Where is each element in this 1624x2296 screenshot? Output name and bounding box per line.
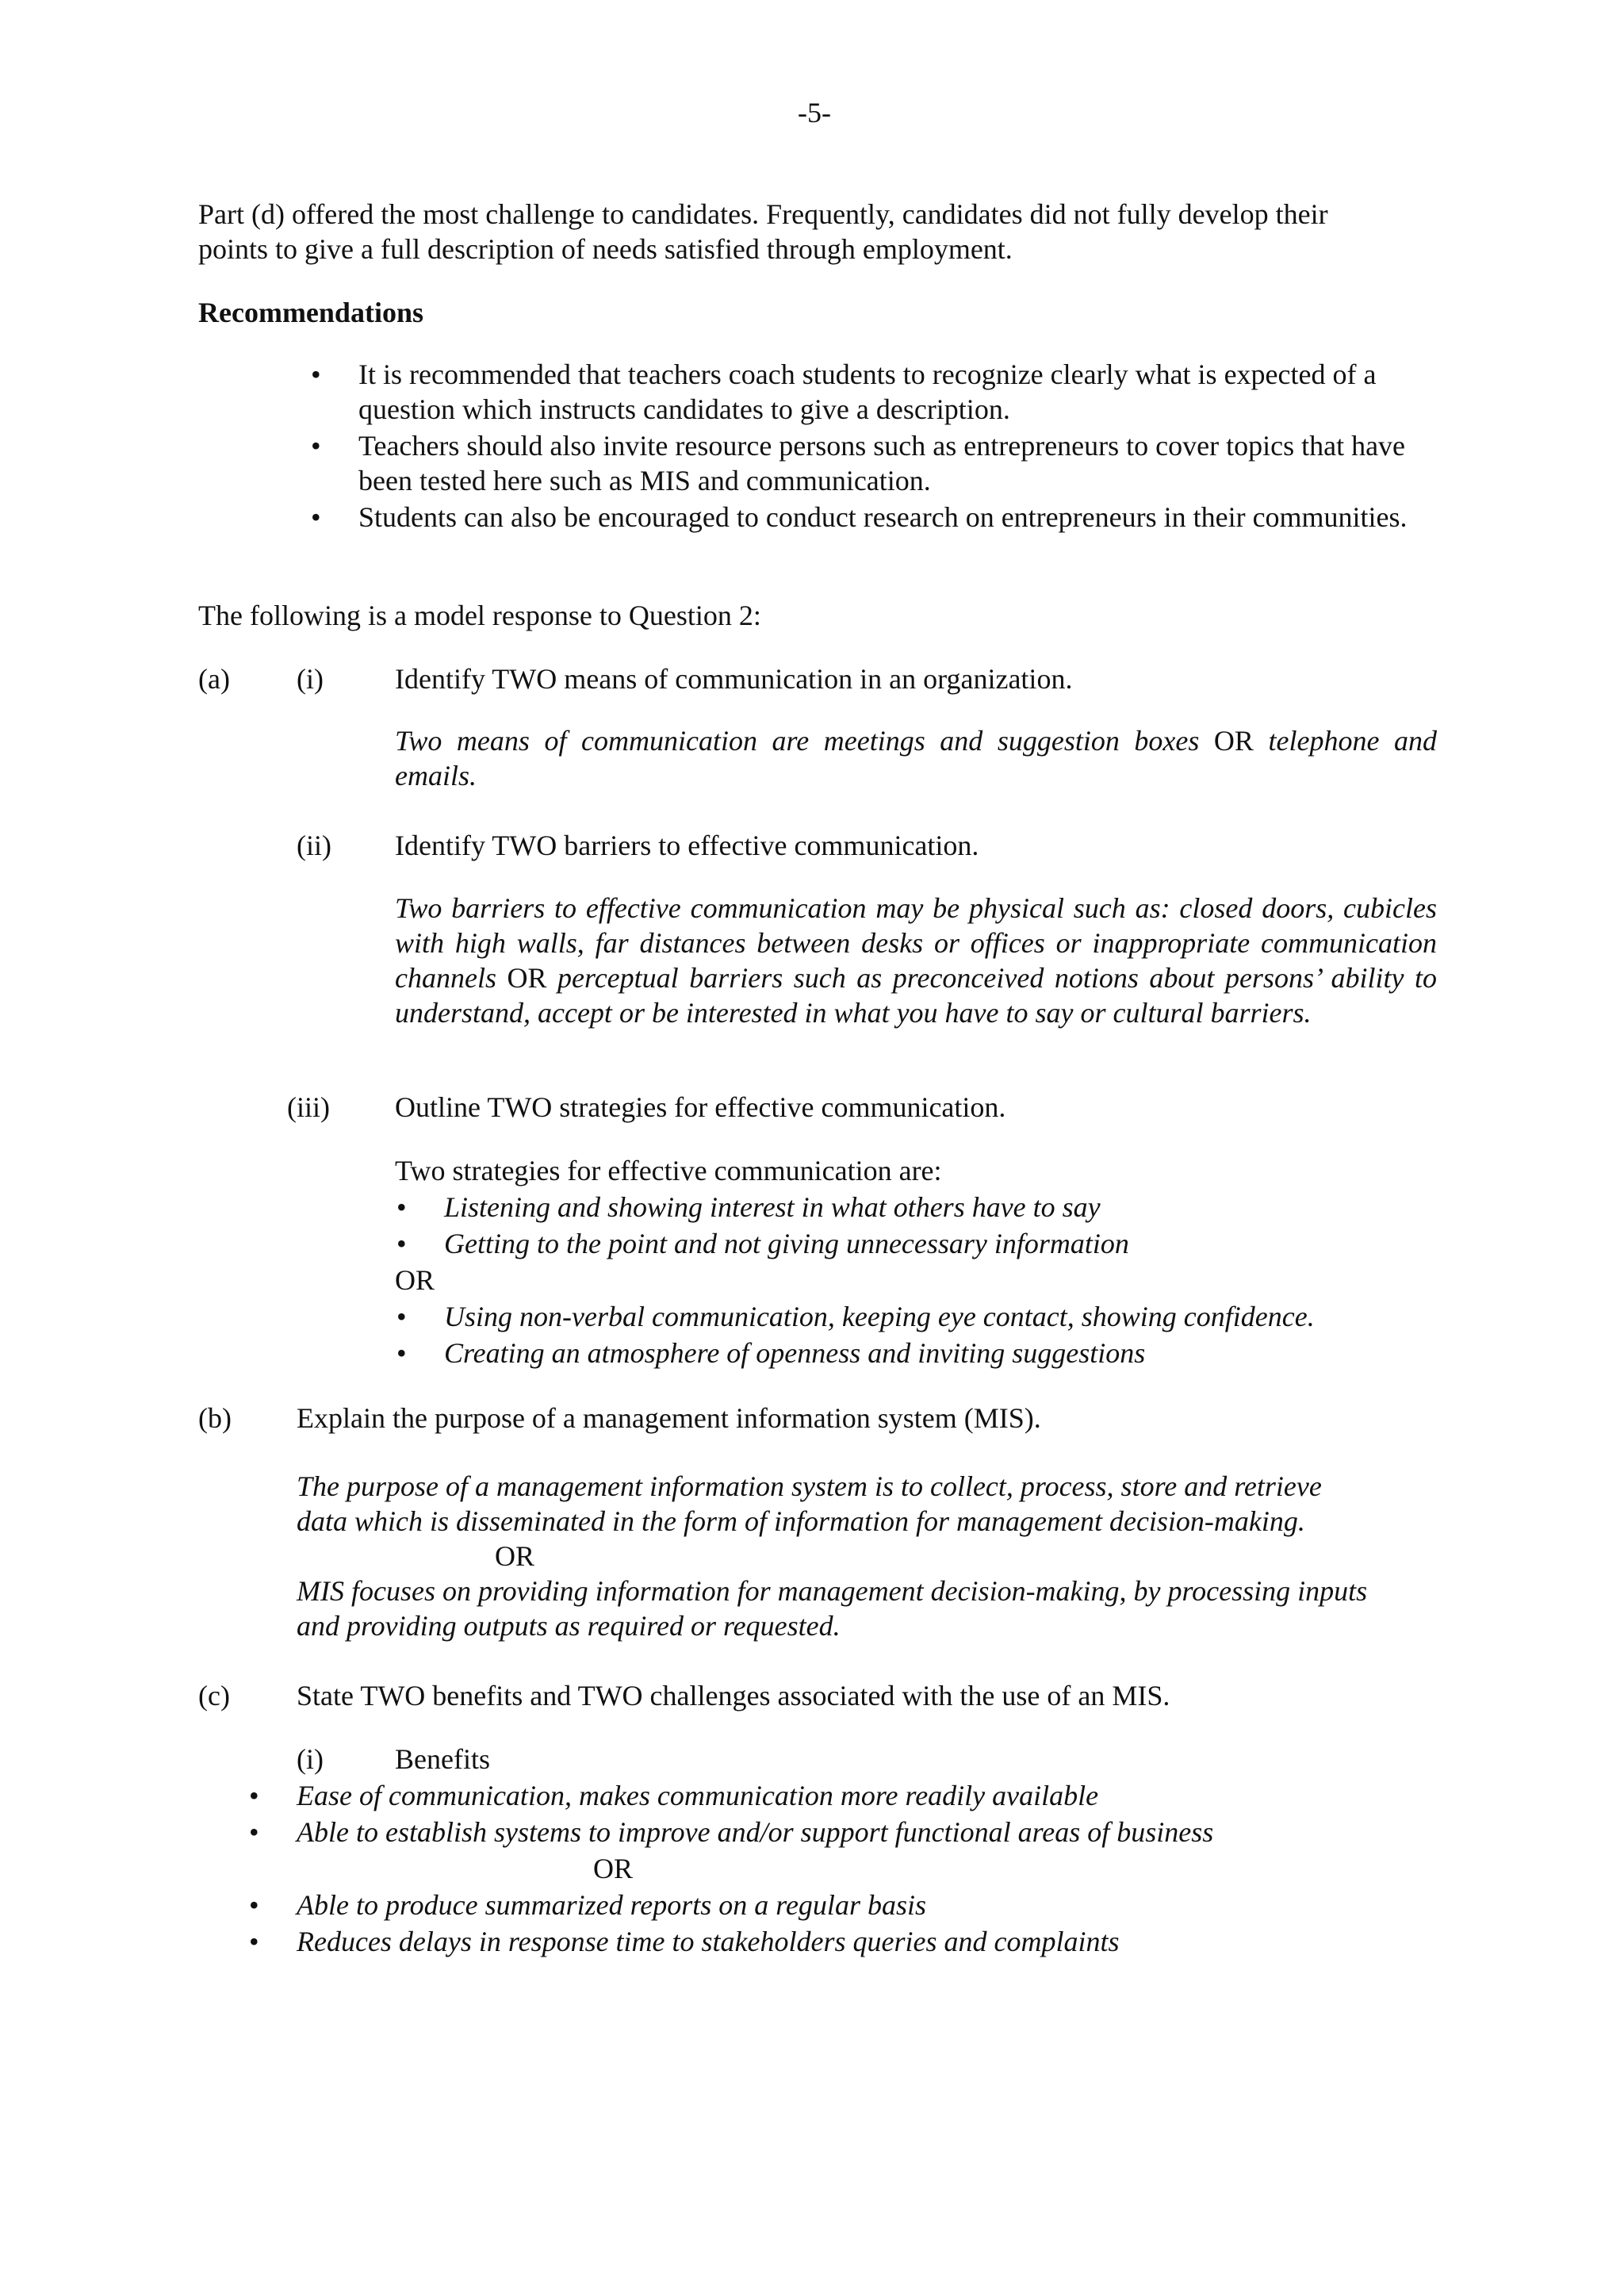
recommendation-item: • It is recommended that teachers coach students to recognize clearly what is expected of a question which instructs candidates to give a description. xyxy=(358,357,1437,427)
answer-a-ii-part2: perceptual barriers such as preconceived notions about persons’ ability to understand, accept or be interested in what you have to say or cultural barriers. xyxy=(395,962,1438,1029)
answer-a-ii-part1: Two barriers to effective communication may be physical such as: closed doors, cubicles with high walls, far distances between desks or offices or inappropriate communication channels xyxy=(395,892,1437,994)
part-b-answer-2-line-2: and providing outputs as required or requested. xyxy=(297,1610,841,1642)
intro-line-1: Part (d) offered the most challenge to candidates. Frequently, candidates did not fully develop their xyxy=(198,198,1328,230)
part-b-answer-1-line-2: data which is disseminated in the form of information for management decision-making. xyxy=(297,1505,1305,1537)
strategy-or: OR xyxy=(395,1264,435,1296)
part-b-question: Explain the purpose of a management information system (MIS). xyxy=(297,1402,1041,1434)
recommendation-item: • Teachers should also invite resource persons such as entrepreneurs to cover topics that have been tested here such as MIS and communication. xyxy=(358,428,1437,498)
part-a-i-label: (i) xyxy=(297,663,324,695)
recommendations-heading: Recommendations xyxy=(198,297,423,328)
part-b-answer-1-line-1: The purpose of a management information system is to collect, process, store and retrieve xyxy=(297,1470,1322,1502)
part-b-answer-2-line-1: MIS focuses on providing information for management decision-making, by processing inputs xyxy=(297,1575,1368,1607)
answer-a-i-part2: telephone and emails. xyxy=(395,725,1437,792)
model-intro: The following is a model response to Question 2: xyxy=(198,600,761,631)
benefit-item: • Able to produce summarized reports on a regular basis xyxy=(297,1888,926,1922)
strategy-item: • Listening and showing interest in what others have to say xyxy=(444,1190,1101,1225)
answer-a-i-or: OR xyxy=(1213,725,1254,757)
part-a-ii-question: Identify TWO barriers to effective communication. xyxy=(395,830,979,861)
part-c-sub-title: Benefits xyxy=(395,1743,490,1775)
part-c-question: State TWO benefits and TWO challenges associated with the use of an MIS. xyxy=(297,1680,1170,1711)
strategy-item: • Getting to the point and not giving unnecessary information xyxy=(444,1226,1129,1261)
part-b-answer-2 xyxy=(297,1573,1454,1643)
part-b-label: (b) xyxy=(198,1402,232,1434)
intro-paragraph xyxy=(198,197,1467,266)
benefit-item: • Ease of communication, makes communication more readily available xyxy=(297,1778,1098,1813)
answer-a-ii-or: OR xyxy=(507,962,547,994)
benefit-item: • Reduces delays in response time to stakeholders queries and complaints xyxy=(297,1924,1119,1959)
part-a-ii-label: (ii) xyxy=(297,830,331,861)
part-a-label: (a) xyxy=(198,663,230,695)
page-number: -5- xyxy=(798,97,831,128)
part-b-or: OR xyxy=(495,1540,535,1572)
part-a-i-answer xyxy=(395,723,1437,793)
recommendation-item: • Students can also be encouraged to conduct research on entrepreneurs in their communities. xyxy=(358,500,1437,535)
part-a-iii-answer-intro: Two strategies for effective communication are: xyxy=(395,1155,942,1186)
part-a-i-question: Identify TWO means of communication in an organization. xyxy=(395,663,1073,695)
strategy-item: • Creating an atmosphere of openness and inviting suggestions xyxy=(444,1336,1145,1370)
answer-a-i-part1: Two means of communication are meetings and suggestion boxes xyxy=(395,725,1200,757)
strategy-item: • Using non-verbal communication, keeping eye contact, showing confidence. xyxy=(444,1299,1315,1334)
benefit-item: • Able to establish systems to improve and/or support functional areas of business xyxy=(297,1815,1213,1849)
part-a-iii-question: Outline TWO strategies for effective communication. xyxy=(395,1091,1006,1123)
part-a-iii-label: (iii) xyxy=(287,1091,330,1123)
part-c-sub-label: (i) xyxy=(297,1743,324,1775)
benefit-or: OR xyxy=(593,1853,634,1884)
part-b-answer-1 xyxy=(297,1469,1454,1539)
part-a-ii-answer xyxy=(395,891,1437,1030)
part-c-label: (c) xyxy=(198,1680,230,1711)
intro-line-2: points to give a full description of needs satisfied through employment. xyxy=(198,233,1013,265)
